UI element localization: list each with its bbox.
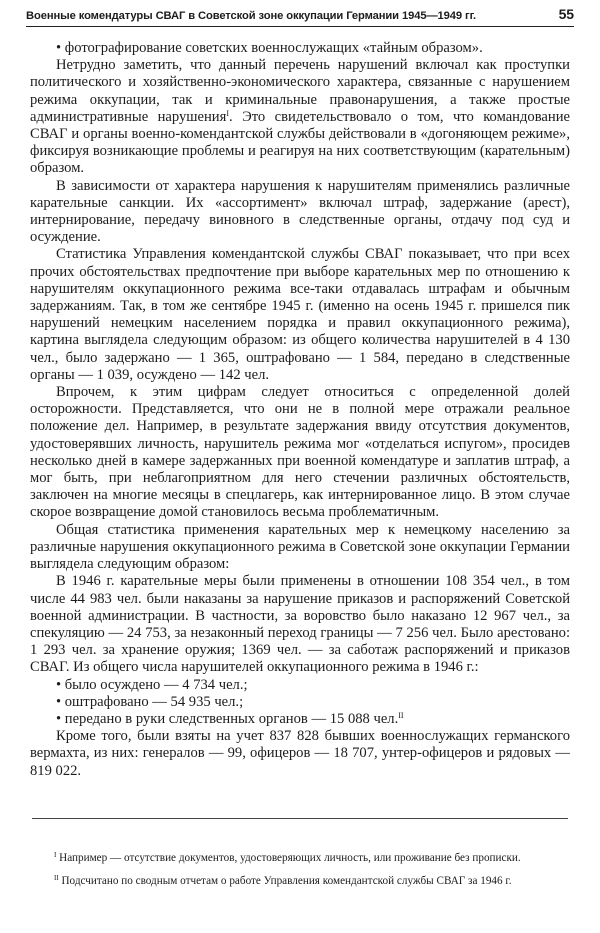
running-head: [26, 6, 574, 27]
paragraph: Нетрудно заметить, что данный перечень нарушений включал как проступки политического и хозяйственно-экономического характера, связанные с нарушением режима оккупации, так и криминальные правонарушения, а также простые административные нарушения$^I$. Это свидетельствовало о том, что командование СВАГ и органы военно-комендантской службы действовали в «догоняющем режиме», фиксируя возникающие проблемы и реагируя на них соответствующим (карательным) образом.: [30, 57, 570, 177]
paragraph: Кроме того, были взяты на учет 837 828 бывших военнослужащих германского вермахта, из них: генералов — 99, офицеров — 18 707, унтер-офицеров и рядовых — 819 022.: [30, 728, 570, 779]
paragraph: Впрочем, к этим цифрам следует относиться с определенной долей осторожности. Представляется, что они не в полной мере отражали реальное положение дел. Например, в результате задержания ввиду отсутствия документов, удостоверявших личность, нарушитель режима мог «отделаться испугом», просидев несколько дней в камере задержанных при военной комендатуре и заплатив штраф, а мог быть, при неблагоприятном для него стечении различных обстоятельств, заключен на многие месяцы в спецлагерь, как интернированное лицо. В этом случае скорое возвращение домой становилось весьма проблематичным.: [30, 384, 570, 521]
footnote-separator: [32, 818, 568, 819]
running-head-title: Военные комендатуры СВАГ в Советской зоне оккупации Германии 1945—1949 гг.: [26, 10, 477, 22]
paragraph: В 1946 г. карательные меры были применены в отношении 108 354 чел., в том числе 44 983 чел. были наказаны за нарушение приказов и распоряжений Советской военной администрации. В частности, за воровство было наказано 12 967 чел., за спекуляцию — 24 753, за незаконный переход границы — 7 256 чел. Было арестовано: 1 293 чел. за хранение оружия; 1369 чел. — за саботаж распоряжений и приказов СВАГ. Из общего числа нарушителей оккупационного режима в 1946 г.:: [30, 573, 570, 676]
list-item: • оштрафовано — 54 935 чел.;: [56, 693, 244, 710]
footnotes: [32, 851, 568, 897]
paragraph: Статистика Управления комендантской службы СВАГ показывает, что при всех прочих обстоятельствах предпочтение при выборе карательных мер по отношению к нарушителям оккупационного режима все-таки отдавалась штрафам и обычным задержаниям. Так, в том же сентябре 1945 г. (именно на осень 1945 г. пришелся пик нарушений немецким населением порядка и правил оккупационного режима), картина выглядела следующим образом: из общего количества нарушителей в 4 130 чел., было задержано — 1 365, оштрафовано — 1 584, передано в следственные органы — 1 039, осуждено — 142 чел.: [30, 246, 570, 383]
footnote-marker: I: [54, 851, 57, 859]
body-text: [30, 40, 570, 780]
footnote: $^I$ Например — отсутствие документов, удостоверяющих личность, или проживание без прописки.: [54, 851, 521, 864]
footnote-marker: II: [54, 874, 59, 882]
list-item: • передано в руки следственных органов — 15 088 чел.$^{II}$: [56, 710, 404, 727]
paragraph: В зависимости от характера нарушения к нарушителям применялись различные карательные санкции. Их «ассортимент» включал штраф, задержание (арест), интернирование, передачу виновного в следственные органы, отдачу под суд и осуждение.: [30, 177, 570, 246]
paragraph: Общая статистика применения карательных мер к немецкому населению за различные нарушения оккупационного режима в Советской зоне оккупации Германии выглядела следующим образом:: [30, 521, 570, 573]
page-number: 55: [558, 6, 574, 22]
footnote: $^{II}$ Подсчитано по сводным отчетам о работе Управления комендантской службы СВАГ за 1946 г.: [54, 874, 512, 887]
paragraph: • фотографирование советских военнослужащих «тайным образом».: [56, 40, 483, 56]
list-item: • было осуждено — 4 734 чел.;: [56, 676, 248, 693]
footnote-ref[interactable]: II: [398, 710, 404, 720]
footnote-ref[interactable]: I: [226, 108, 229, 118]
